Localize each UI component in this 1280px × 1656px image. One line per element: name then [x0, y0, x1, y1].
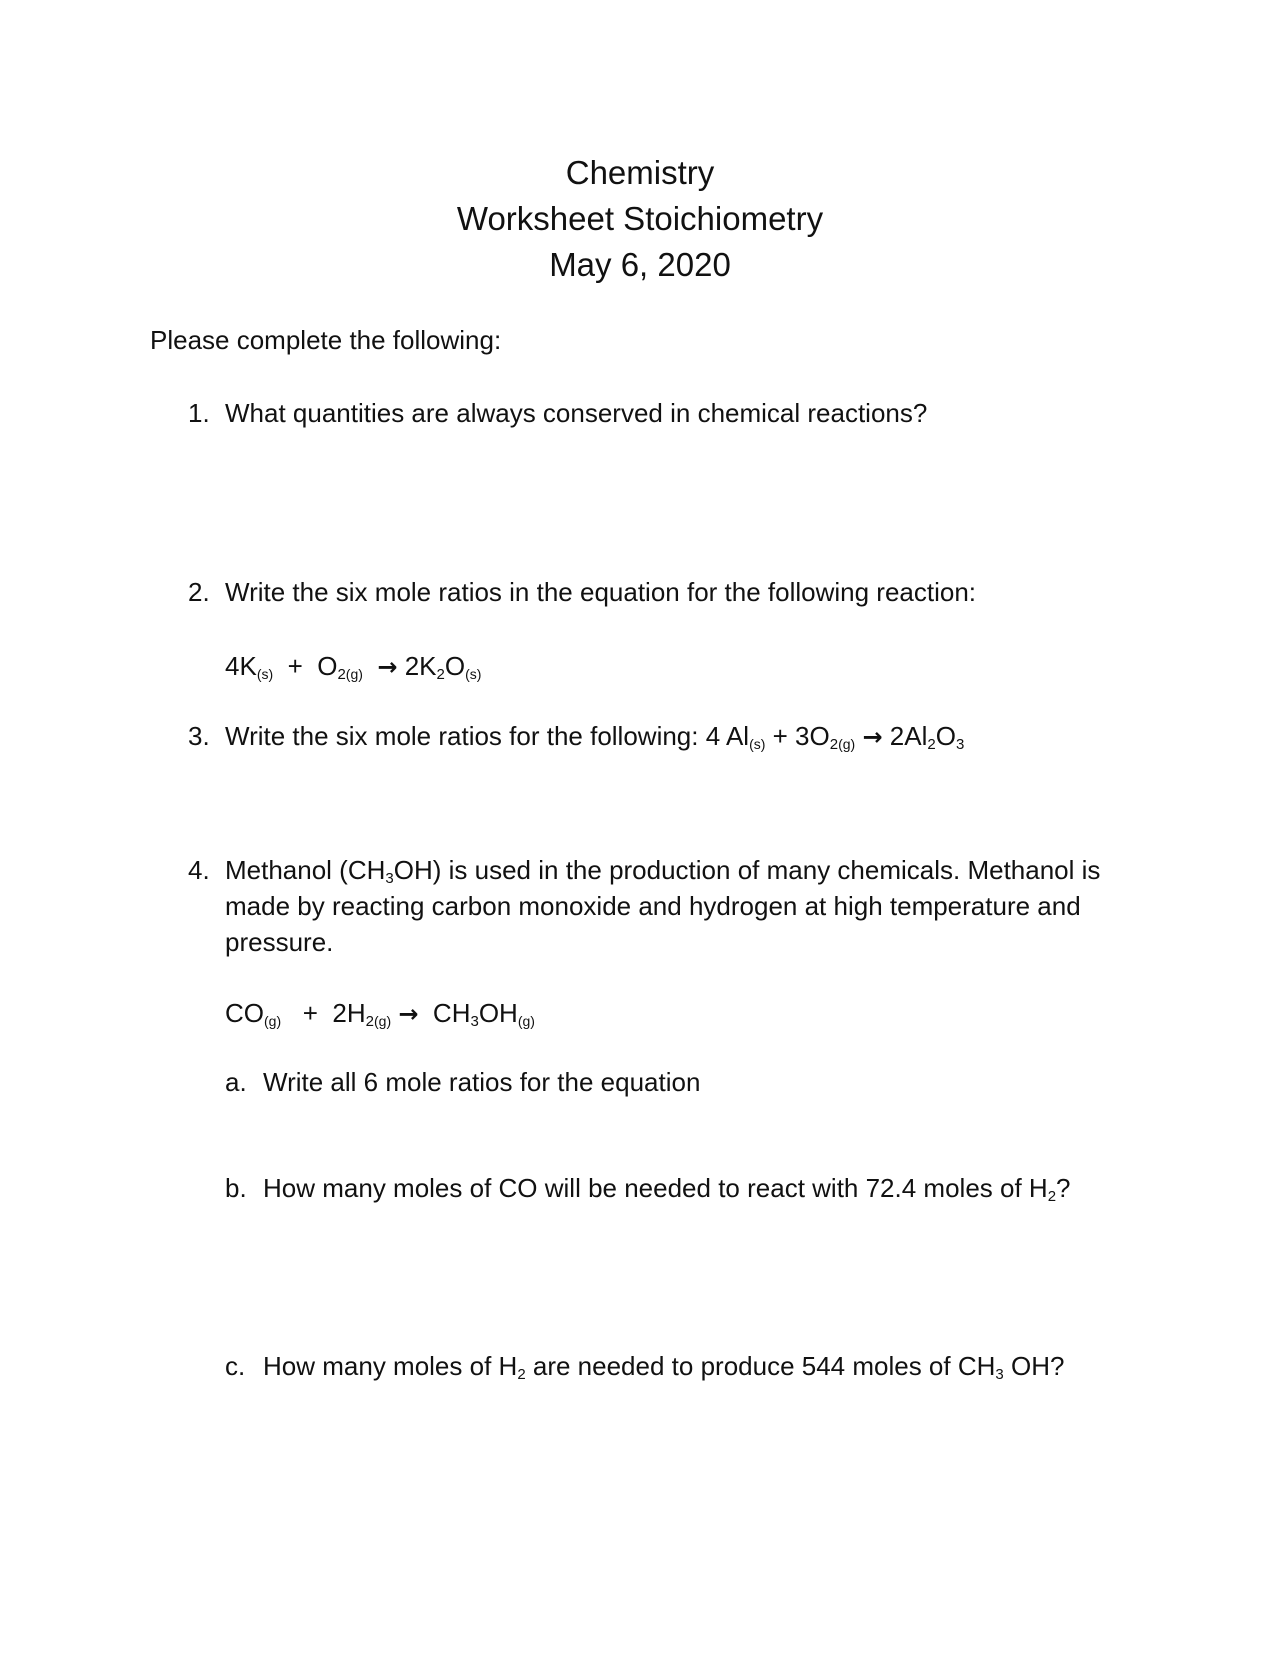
- question-1-text: What quantities are always conserved in chemical reactions?: [225, 398, 928, 428]
- part-b-text: How many moles of CO will be needed to react with 72.4 moles of $H_2$?: [263, 1173, 1071, 1205]
- worksheet-title: Worksheet Stoichiometry: [456, 200, 824, 237]
- part-a-text: Write all 6 mole ratios for the equation: [263, 1067, 701, 1097]
- question-4-number: 4.: [188, 855, 210, 885]
- question-3-number: 3.: [188, 721, 210, 751]
- part-c-text: How many moles of $H_2$ are needed to produce 544 moles of $CH_3$ OH?: [263, 1351, 1065, 1383]
- part-b-letter: b.: [225, 1173, 247, 1203]
- question-3-text: Write the six mole ratios for the following: 4 $Al_{(s)} + 3O_{2(g)} \to 2Al_2O_3$: [225, 721, 965, 753]
- question-4-text: Methanol $(CH_3OH)$ is used in the production of many chemicals. Methanol is made by reacting carbon monoxide and hydrogen at high temperature and pressure.: [225, 855, 1101, 957]
- question-1-number: 1.: [188, 398, 210, 428]
- part-a-letter: a.: [225, 1067, 247, 1097]
- question-4-equation: $CO_{(g)} + 2H_{2(g)} \to CH_3OH_{(g)}$: [225, 998, 535, 1030]
- part-c-letter: c.: [225, 1351, 246, 1381]
- title-block: [0, 150, 1280, 288]
- question-2-number: 2.: [188, 577, 210, 607]
- instructions: Please complete the following:: [150, 325, 502, 355]
- worksheet-date: May 6, 2020: [549, 246, 731, 283]
- question-2-text: Write the six mole ratios in the equation for the following reaction:: [225, 577, 977, 607]
- subject-title: Chemistry: [565, 154, 715, 191]
- question-2-equation: $4K_{(s)} + O_{2(g)} \to 2K_2O_{(s)}$: [225, 651, 482, 683]
